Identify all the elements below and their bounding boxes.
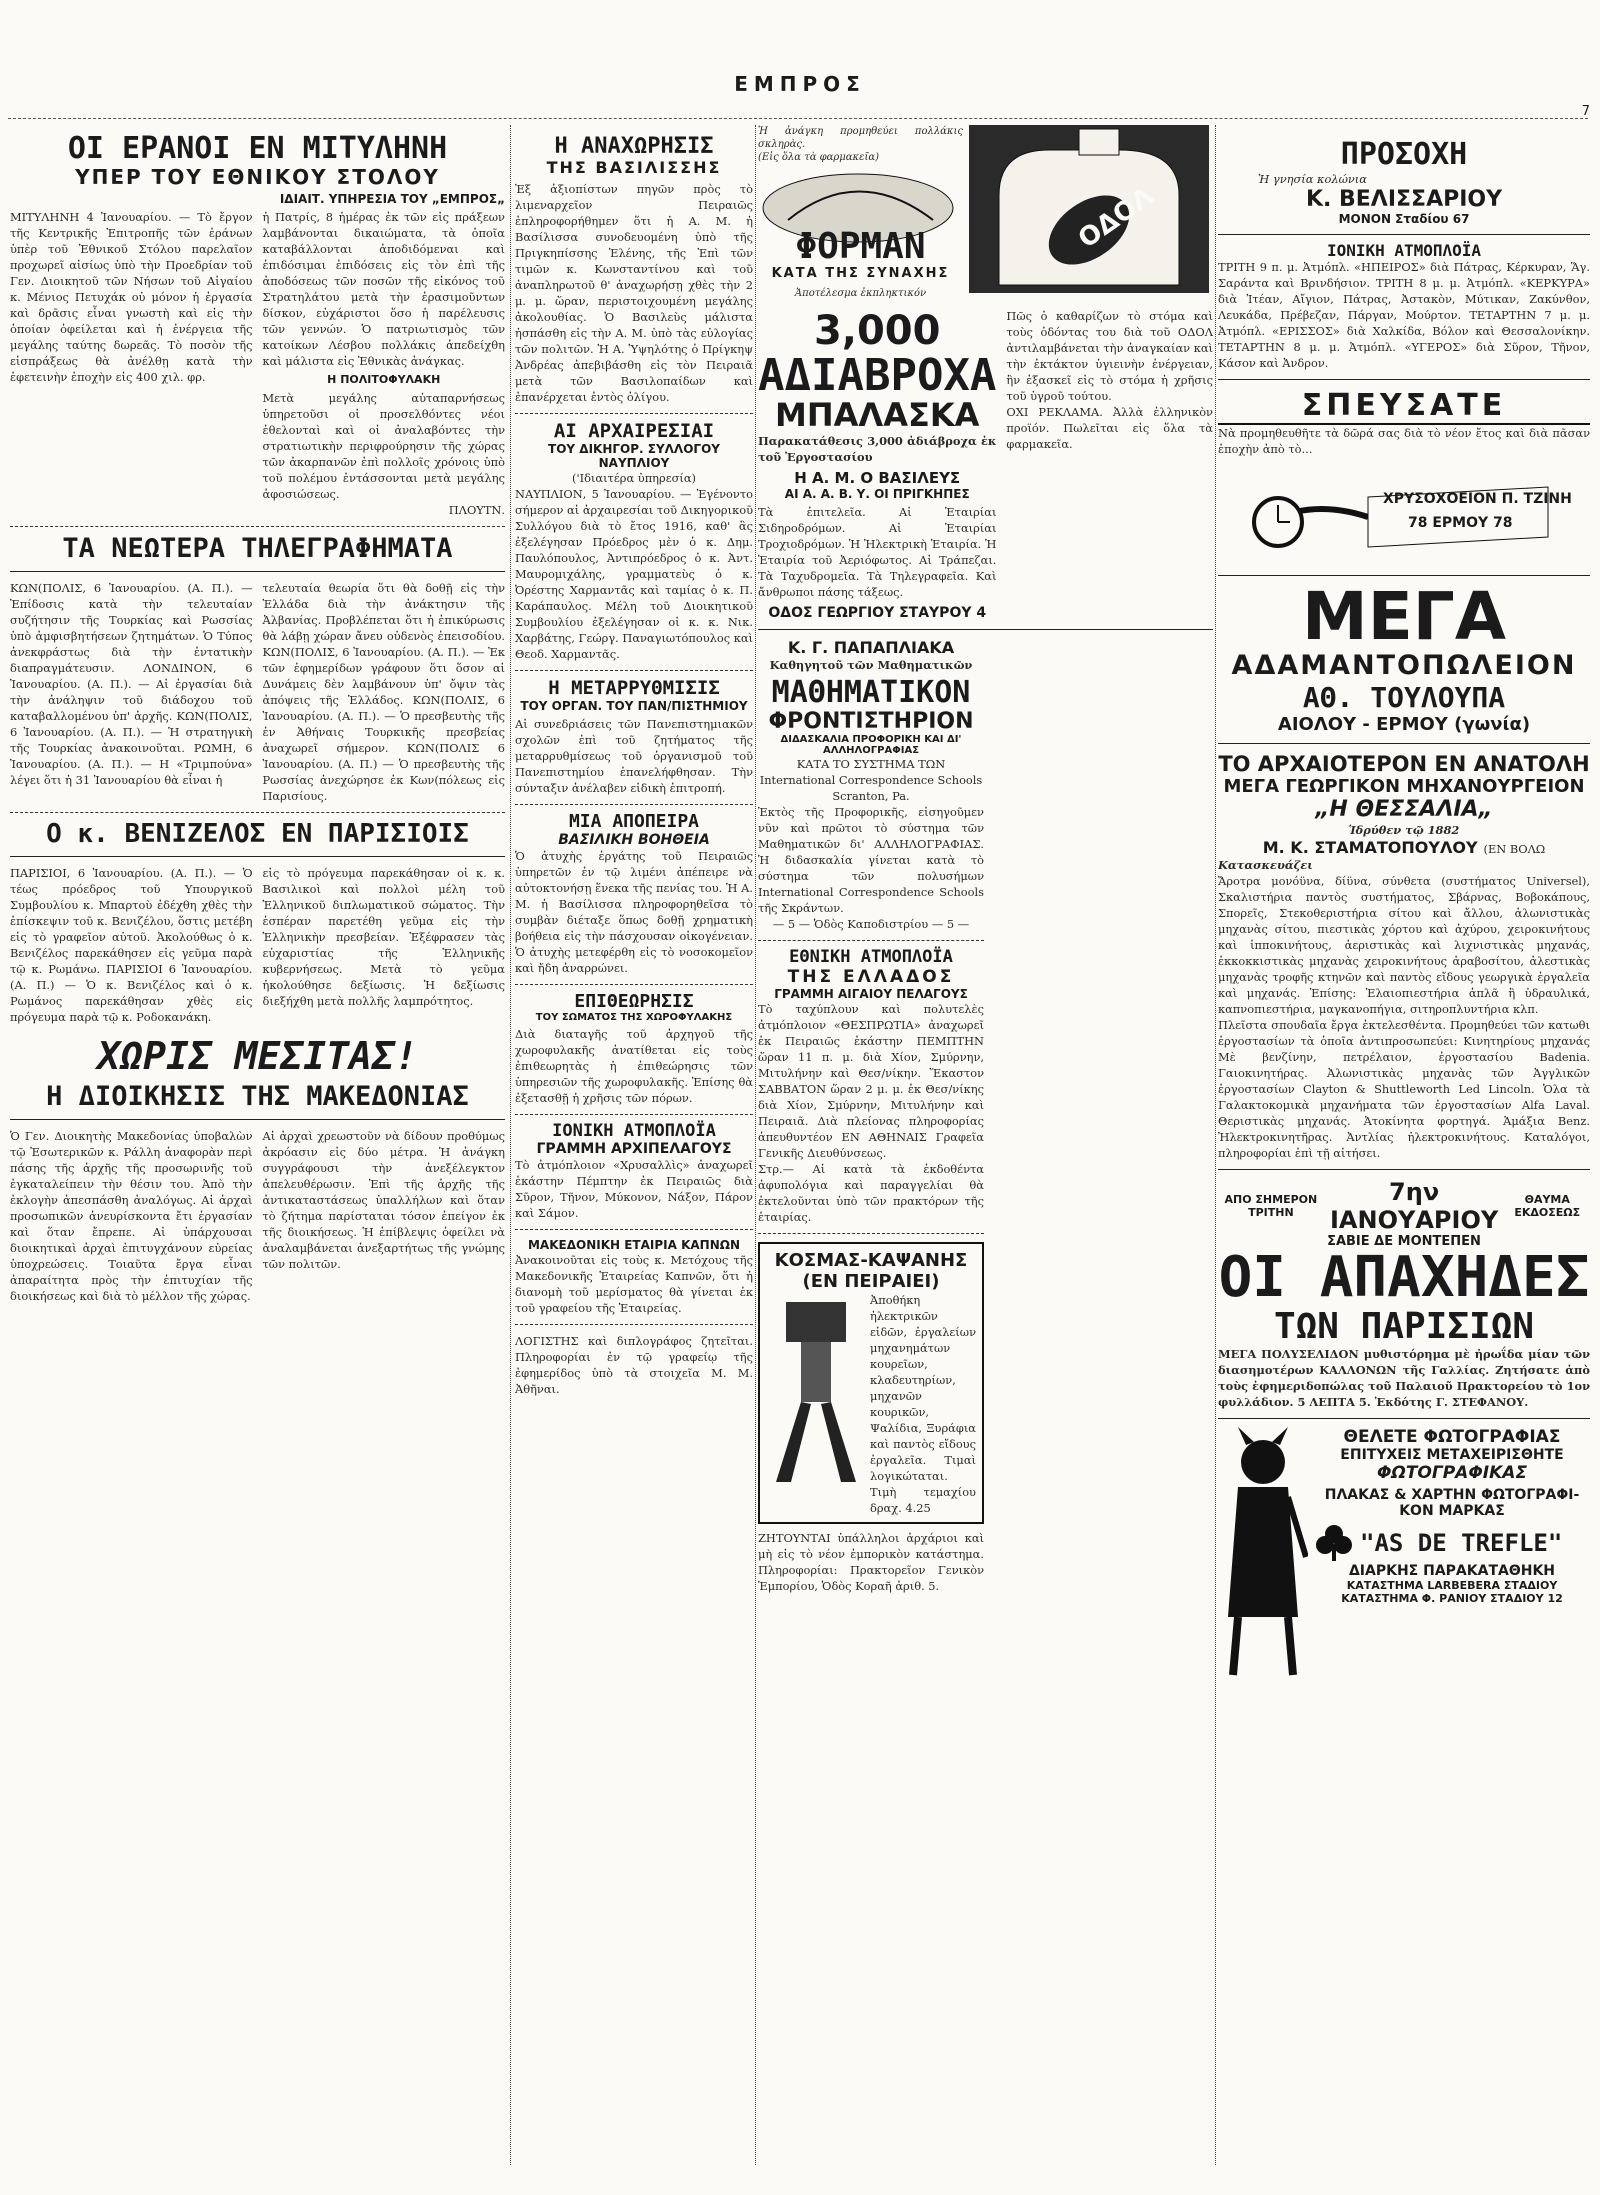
divider — [515, 1229, 753, 1230]
arx-location: (ΕΝ ΒΟΛΩ — [1483, 842, 1546, 857]
ad-text: ΑΙ Α. Α. Β. Υ. ΟΙ ΠΡΙΓΚΗΠΕΣ — [784, 487, 970, 502]
headline-venizelos: Ο κ. ΒΕΝΙΖΕΛΟΣ ΕΝ ΠΑΡΙΣΙΟΙΣ — [46, 818, 469, 849]
hair-clipper-illustration — [766, 1292, 866, 1492]
divider — [1218, 743, 1590, 744]
divider — [10, 856, 505, 857]
foto-line-2: ΕΠΙΤΥΧΕΙΣ ΜΕΤΑΧΕΙΡΙΣΘΗΤΕ — [1340, 1446, 1564, 1463]
divider — [10, 526, 505, 527]
divider — [10, 812, 505, 813]
page-number: 7 — [1581, 104, 1590, 119]
divider — [515, 1114, 753, 1115]
subheading: Η ΠΟΛΙΤΟΦΥΛΑΚΗ — [327, 372, 441, 386]
arx-owner: Μ. Κ. ΣΤΑΜΑΤΟΠΟΥΛΟΥ — [1262, 838, 1478, 858]
article-text: ἡ Πατρίς, 8 ἡμέρας ἐκ τῶν εἰς πράξεων λαμβάνονται δικαιώματα, τὰ ὁποῖα καταβάλλονται ἀποδιδόμεναι καὶ ἐπιδόσιμαι ἐπιδόσεις εἰς τὸν ἐπὶ τῆς ἀποδόσεως τῶν ποσῶν τῆς εἰκόνος τοῦ Στρατηλάτου μετὰ τὴν ἐρασιμοῦντων δίσκον, εὐχάριστοι ὅσο ἡ παρέλευσις τῶν γεννών. Ὁ πατριωτισμὸς τῶν κατοίκων Λέσβου πολλάκις ἀπεδείχθη καὶ μάλιστα εἰς Ἐθνικὰς ἀνάγκας. — [262, 209, 505, 368]
apach-date-3: ΘΑΥΜΑ ΕΚΔΟΣΕΩΣ — [1514, 1193, 1581, 1220]
subheading: ('Ιδιαιτέρα ὑπηρεσία) — [572, 471, 696, 486]
article-text: ΜΙΤΥΛΗΝΗ 4 Ἰανουαρίου. — Τὸ ἔργον τῆς Κεντρικῆς Ἐπιτροπῆς τῶν ἐράνων ὑπὲρ τοῦ Ἐθνικοῦ Στόλου παρελαῖον προχωρεῖ αἰσίως ὑπὸ τὴν Προεδρίαν τοῦ Γεν. Διοικητοῦ τῶν Νήσων τοῦ Αἰγαίου κ. Μένιος Πετυχάκ οὐ μόνον ἡ ἐργασία καὶ δρᾶσις εἶναι γνωστὴ καὶ εἰς τὴν ὁποίαν ὀφείλεται καὶ ἡ ἐνέργεια τῆς μεγάλης ταύτης δωρεᾶς. Τὸ ποσὸν τῆς εἰσπράξεως θὰ ἀνέλθῃ κατὰ τὴν ἐφετεινὴν ἐποχὴν εἰς 400 χιλ. φρ. — [10, 209, 253, 384]
headline-anachorisis: Η ΑΝΑΧΩΡΗΣΙΣ — [554, 134, 714, 159]
ad-text: Ἀποθήκη ἠλεκτρικῶν εἰδῶν, ἐργαλείων μηχανημάτων κουρεῖων, κλαδευτηρίων, μηχανῶν κουρικῶν, Ψαλίδια, Ξυράφια καὶ παντὸς εἴδους ἐργαλεῖα. Τιμαὶ λογικώταται. — [870, 1292, 976, 1483]
divider — [758, 629, 1213, 630]
article-text: Αἱ συνεδριάσεις τῶν Πανεπιστημιακῶν σχολῶν ἐπὶ τοῦ ζητήματος τῆς μεταρρυθμίσεως τοῦ ὀργανισμοῦ τοῦ Πανεπιστημίου ἐπανελήφθησαν. Τὴν σύνταξιν ἀνέλαβεν εἰδικὴ ἐπιτροπή. — [515, 716, 753, 795]
ad-text: Η Α. Μ. Ο ΒΑΣΙΛΕΥΣ — [794, 469, 961, 488]
article-text: Τὸ ἀτμόπλοιον «Χρυσαλλὶς» ἀναχωρεῖ ἑκάστην Πέμπτην ἐκ Πειραιῶς διὰ Σῦρον, Τῆνον, Μύκονον, Νάξον, Πάρον καὶ Σάμον. — [515, 1157, 753, 1220]
classified-ad: ΛΟΓΙΣΤΗΣ καὶ διπλογράφος ζητεῖται. Πληροφορίαι ἐν τῷ γραφείῳ τῆς ἐφημερίδος ὑπὸ τὰ στοιχεῖα Μ. Μ. Ἀθῆναι. — [515, 1333, 753, 1396]
adiavrocha-title: ΑΔΙΑΒΡΟΧΑ — [758, 350, 997, 401]
apach-date-2: 7ην ΙΑΝΟΥΑΡΙΟΥ — [1329, 1178, 1499, 1235]
foto-line-5: ΚΟΝ ΜΑΡΚΑΣ — [1399, 1502, 1505, 1519]
classified-ad: ΖΗΤΟΥΝΤΑΙ ὑπάλληλοι ἀρχάριοι καὶ μὴ εἰς τὸ νέον ἐμπορικὸν κατάστημα. Πληροφορίαι: Πρακτορεῖον Γενικὸν Ἐμπορίου, Ὁδὸς Κοραῆ ἀριθ. 5. — [758, 1530, 984, 1593]
divider — [515, 1324, 753, 1325]
kosmas-sub: (ΕΝ ΠΕΙΡΑΙΕΙ) — [802, 1270, 940, 1292]
headline-metarrythmisis: Η ΜΕΤΑΡΡΥΘΜΙΣΙΣ — [548, 677, 720, 700]
arx-manufactures: Κατασκευάζει — [1218, 858, 1313, 873]
ad-text: ΜΕΓΑ ΠΟΛΥΣΕΛΙΔΟΝ μυθιστόρημα μὲ ἠρωΐδα μίαν τῶν διασημοτέρων ΚΑΛΛΟΝΩΝ τῆς Γαλλίας. Ζητήσατε ἀπὸ τοὺς ἐφημεριδοπώλας τοῦ Παλαιοῦ Πρακτορείου τὸ 1ον φυλλάδιον. 5 ΛΕΠΤΑ 5. Ἐκδότης Γ. ΣΤΕΦΑΝΟΥ. — [1218, 1346, 1590, 1409]
mega-title: ΜΕΓΑ — [1302, 578, 1506, 656]
prosoxi-address: ΜΟΝΟΝ Σταδίου 67 — [1338, 211, 1470, 226]
signature: ΠΛΟΥΤΝ. — [448, 502, 505, 517]
column-divider — [510, 125, 511, 2165]
headline-stolou: ΥΠΕΡ ΤΟΥ ΕΘΝΙΚΟΥ ΣΤΟΛΟΥ — [75, 164, 440, 189]
arx-title: ΤΟ ΑΡΧΑΙΟΤΕΡΟΝ ΕΝ ΑΝΑΤΟΛΗ — [1218, 752, 1590, 777]
article-text: Αἱ ἀρχαὶ χρεωστοῦν νὰ δίδουν προθύμως ἀκρόασιν εἰς δύο μέτρα. Ἡ ἀνάγκη συγγράφουσι τὴν ἀνεξέλεγκτον ἀπελευθέρωσιν. Ἐπὶ τῆς ἀρχῆς τῆς ἀντικαταστάσεως ὑπαλλήλων καὶ ὅταν τὸ ζήτημα παρίσταται τόσον ἐπείγον ἐκ τῆς διοικήσεως. Ἡ ἐπίβλεψις ὀφείλει νὰ ἀναλαμβάνεται ἀνεξαρτήτως τῆς γνώμης τῶν πολιτῶν. — [262, 1129, 505, 1272]
ad-text: Ἐκτὸς τῆς Προφορικῆς, εἰσηγοῦμεν νῦν καὶ πρῶτοι τὸ σύστημα τῶν Μαθηματικῶν δι' ΑΛΛΗΛΟΓΡΑΦΙΑΣ. Ἡ διδασκαλία γίνεται κατὰ τὸ σύστημα τῶν πολυσήμων International Correspondence Schools τῆς Σκράντων. — [758, 804, 984, 915]
divider — [515, 984, 753, 985]
foto-brand: "AS DE TREFLE" — [1360, 1528, 1563, 1557]
subheading: ΚΑΤΑ ΤΟ ΣΥΣΤΗΜΑ ΤΩΝ — [796, 756, 946, 771]
article-text: Ὁ ἀτυχὴς ἐργάτης τοῦ Πειραιῶς ὑπηρετῶν ἐν τῷ λιμένι ἀπέπειρε νὰ αὐτοκτονήσῃ ἕνεκα τῆς πενίας του. Ἡ Α. Μ. ἡ Βασίλισσα πληροφορηθεῖσα τὸ συμβὰν διέταξε ὅπως δοθῇ χρηματικὴ βοήθεια εἰς τὴν πάσχουσαν οἰκογένειαν. Ὁ ἀτυχὴς μετεφέρθη εἰς τὸ νοσοκομεῖον καὶ ἤδη ἀναρρώνει. — [515, 848, 753, 975]
foto-line-1: ΘΕΛΕΤΕ ΦΩΤΟΓΡΑΦΙΑΣ — [1343, 1426, 1561, 1447]
forman-ad — [758, 168, 963, 286]
clover-icon — [1314, 1523, 1354, 1563]
headline-makedonia: Η ΔΙΟΙΚΗΣΙΣ ΤΗΣ ΜΑΚΕΔΟΝΙΑΣ — [46, 1081, 469, 1113]
column-3 — [758, 125, 1213, 2165]
tutor-name: Κ. Γ. ΠΑΠΑΠΛΙΑΚΑ — [787, 638, 955, 658]
odol-label: ΟΔΟΛ — [1073, 181, 1160, 255]
headline-ellados: ΤΗΣ ΕΛΛΑΔΟΣ — [787, 966, 955, 987]
watch-icon — [1218, 457, 1590, 567]
ad-price: Τιμὴ τεμαχίου δραχ. 4.25 — [870, 1484, 976, 1515]
arx-name: „Η ΘΕΣΣΑΛΙΑ„ — [1315, 797, 1493, 823]
forman-brand: ΦΟΡΜΑΝ — [795, 226, 926, 267]
apach-date-1: ΑΠΟ ΣΗΜΕΡΟΝ ΤΡΙΤΗΝ — [1224, 1193, 1318, 1220]
mega-name: ΑΘ. ΤΟΥΛΟΥΠΑ — [1302, 681, 1506, 715]
headline-kapnon: ΜΑΚΕΔΟΝΙΚΗ ΕΤΑΙΡΙΑ ΚΑΠΝΩΝ — [527, 1237, 740, 1252]
foto-line-3: ΦΩΤΟΓΡΑΦΙΚΑΣ — [1376, 1462, 1528, 1483]
forman-sub: ΚΑΤΑ ΤΗΣ ΣΥΝΑΧΗΣ — [771, 266, 950, 281]
divider — [515, 670, 753, 671]
ad-caption: Ἡ ἀνάγκη προμηθεύει πολλάκις σκληρὰς. — [758, 126, 963, 150]
kosmas-ad — [758, 1242, 984, 1524]
ad-text: Νὰ προμηθευθῆτε τὰ δῶρά σας διὰ τὸ νέον ἔτος καὶ διὰ πᾶσαν ἐποχὴν ἀπὸ τὸ... — [1218, 426, 1590, 457]
divider — [515, 413, 753, 414]
subheading: ΓΡΑΜΜΗ ΑΙΓΑΙΟΥ ΠΕΛΑΓΟΥΣ — [774, 986, 968, 1001]
subheading: ΓΡΑΜΜΗ ΑΡΧΙΠΕΛΑΓΟΥΣ — [536, 1140, 732, 1157]
masthead: ΕΜΠΡΟΣ — [734, 72, 866, 96]
adiavrocha-sub: ΜΠΑΛΑΣΚΑ — [775, 396, 980, 434]
prosoxi-sub: Ἡ γνησία κολώνια — [1258, 171, 1367, 186]
ionik-title: ΙΟΝΙΚΗ ΑΤΜΟΠΛΟΪΑ — [1326, 240, 1482, 260]
column-2 — [515, 125, 753, 2165]
ad-text: ΤΡΙΤΗ 9 π. μ. Ἀτμόπλ. «ΗΠΕΙΡΟΣ» διὰ Πάτρας, Κέρκυραν, Ἅγ. Σαράντα καὶ Βρινδήσιον. ΤΡΙΤΗ 8 μ. μ. Ἀτμόπλ. «ΚΕΡΚΥΡΑ» διὰ Ἰτέαν, Αἴγιον, Πάτρας, Ἀστακὸν, Μύτικαν, Ζακύνθον, Λευκάδα, Πρέβεζαν, Πάργαν, Μούρτον. ΤΕΤΑΡΤΗΝ 7 μ. μ. Ἀτμόπλ. «ΕΡΙΣΣΟΣ» διὰ Χαλκίδα, Βόλον καὶ Θεσσαλονίκην. ΤΕΤΑΡΤΗΝ 8 μ. μ. Ἀτμόπλ. «ΥΓΕΡΟΣ» διὰ Σῦρον, Τῆνον, Κάσον καὶ Ἀνδρον. — [1218, 260, 1590, 371]
subheading: ΤΟΥ ΟΡΓΑΝ. ΤΟΥ ΠΑΝ/ΠΙΣΤΗΜΙΟΥ — [520, 698, 748, 713]
divider — [10, 1119, 505, 1120]
article-text: Ἐξ ἀξιοπίστων πηγῶν πρὸς τὸ λιμεναρχεῖον Πειραιῶς ἐπληροφορήθημεν ὅτι ἡ Α. Μ. ἡ Βασίλισσα συνοδευομένη ὑπὸ τῆς Πριγκηπίσσης Ἑλένης, τῆς Ἐπὶ τῶν τιμῶν κ. Κωνσταντίνου καὶ τοῦ ἀναπληρωτοῦ θ' ἀναχωρήσῃ χθὲς τὴν 2 μ. μ. ὥραν, περιστοιχουμένη μεγάλης ἀκολουθίας. Ὁ Βασιλεὺς μάλιστα ἠσπάσθη εἰς τὴν Α. Μ. ὑπὸ τὰς εὐλογίας τῶν πολιτῶν. Ἡ Α. Ὑψηλότης ὁ Πρίγκηψ Ἀνδρέας ἀπεβιβάσθη εἰς τὸν Πειραιᾶ μετὰ τῶν Βασιλοπαίδων καὶ ἐπανέρχεται ἐντὸς ὀλίγου. — [515, 182, 753, 405]
divider — [1218, 1169, 1590, 1170]
math-headline-2: ΦΡΟΝΤΙΣΤΗΡΙΟΝ — [768, 708, 974, 734]
tutor-title: Καθηγητοῦ τῶν Μαθηματικῶν — [769, 658, 973, 673]
foto-line-4: ΠΛΑΚΑΣ & ΧΑΡΤΗΝ ΦΩΤΟΓΡΑΦΙ- — [1324, 1486, 1580, 1503]
top-rule — [8, 118, 1588, 119]
headline-ethniki: ΕΘΝΙΚΗ ΑΤΜΟΠΛΟΪΑ — [789, 946, 953, 967]
divider — [1218, 575, 1590, 576]
apach-author: ΣΑΒΙΕ ΔΕ ΜΟΝΤΕΠΕΝ — [1327, 1234, 1481, 1250]
column-divider — [755, 125, 756, 2165]
subheading: ΒΑΣΙΛΙΚΗ ΒΟΗΘΕΙΑ — [558, 831, 710, 848]
headline-apopeira: ΜΙΑ ΑΠΟΠΕΙΡΑ — [568, 810, 700, 832]
divider — [1218, 234, 1590, 235]
headline-choris-mesitas: ΧΩΡΙΣ ΜΕΣΙΤΑΣ! — [97, 1034, 418, 1079]
forman-caption: Ἀποτέλεσμα ἐκπληκτικόν — [794, 288, 927, 299]
article-text: τελευταία θεωρία ὅτι θὰ δοθῇ εἰς τὴν Ἑλλάδα διὰ τὴν ἀνάκτησιν τῆς Ἀλβανίας. Προβλέπεται ὅτι ἡ ἐπικύρωσις θὰ λάβῃ χώραν ἄνευ οὐδενὸς ἐπεισοδίου. ΚΩΝ(ΠΟΛΙΣ, 6 Ἰανουαρίου. (Α. Π.). — Ἐκ τῶν ἐφημερίδων γράφουν ὅτι ὅσον αἱ Δυνάμεις δὲν λαμβάνουν ὑπ' ὄψιν τὰς ἀπόψεις τῆς Ἑλλάδος. ΚΩΝ(ΠΟΛΙΣ, 6 Ἰανουαρίου. (Α. Π.). — Ὁ πρεσβευτὴς τῆς ἐν Ἀθήναις Τουρκικῆς πρεσβείας ἀναχωρεῖ σήμερον. ΚΩΝ(ΠΟΛΙΣ 6 Ἰανουαρίου. (Α. Π.) — Ὁ πρεσβευτὴς τῆς Ρωσσίας ἀνεχώρησε ἐκ Κων(πόλεως εἰς Παρισίους. — [262, 580, 505, 803]
headline-epitheorisis: ΕΠΙΘΕΩΡΗΣΙΣ — [574, 990, 694, 1012]
headline-archairesiai: ΑΙ ΑΡΧΑΙΡΕΣΙΑΙ — [553, 420, 715, 443]
kosmas-title: ΚΟΣΜΑΣ-ΚΑΨΑΝΗΣ — [774, 1249, 968, 1271]
article-text: ΚΩΝ(ΠΟΛΙΣ, 6 Ἰανουαρίου. (Α. Π.). — Ἐπίδοσις κατὰ τὴν τελευταίαν συζήτησιν τῆς Τουρκίας καὶ Ρωσσίας ὑπὸ ἀμφισβητήσεων ζητημάτων. Ὁ Τύπος ἀνεκφράστως διὰ τὴν ἐντατικὴν διαπραγμάτευσιν. ΛΟΝΔΙΝΟΝ, 6 Ἰανουαρίου. (Α. Π.). — Αἱ ἐργασίαι διὰ τὴν ἀνάληψιν τοῦ διάδοχου τοῦ καταβαλλομένου ὑπ' ἀρχῆς. ΚΩΝ(ΠΟΛΙΣ, 6 Ἰανουαρίου. (Α. Π.). — Ἡ στρατηγικὴ τῆς Τουρκίας ἀνακοινοῦται. ΡΩΜΗ, 6 Ἰανουαρίου. (Α. Π.). — Η «Τριμπούνα» λέγει ὅτι ἡ 31 Ἰανουαρίου θὰ εἶναι ἡ — [10, 580, 253, 787]
article-text: Μετὰ μεγάλης αὐταπαρνήσεως ὑπηρετοῦσι οἱ προσελθόντες νέοι ἐθελονταὶ καὶ οἱ ἀναλαβόντες τὴν στρατιωτικὴν περιφρούρησιν τῆς χώρας τῶν ἀκαρπανῶν ἐπὶ πολλοῖς χρόνοις ὑπὸ τοῦ πολέμου ἐντάσσονται μετὰ μεγάλης ἀφοσιώσεως. — [262, 390, 505, 501]
math-headline: ΜΑΘΗΜΑΤΙΚΟΝ — [771, 675, 971, 711]
subheading: International Correspondence Schools Scranton, Pa. — [759, 772, 983, 803]
arx-sub: ΜΕΓΑ ΓΕΩΡΓΙΚΟΝ ΜΗΧΑΝΟΥΡΓΕΙΟΝ — [1223, 776, 1585, 798]
apach-title-2: ΤΩΝ ΠΑΡΙΣΙΩΝ — [1273, 1306, 1535, 1348]
article-text: Διὰ διαταγῆς τοῦ ἀρχηγοῦ τῆς χωροφυλακῆς ἀνατίθεται εἰς τοὺς ἐπιθεωρητὰς ἡ ἐπιθεώρησις τῶν ὑπηρεσιῶν τῆς χωροφυλακῆς. Ἐπίσης θὰ ἐξετασθῇ ἡ χρῆσις τῶν πόρων. — [515, 1026, 753, 1105]
adiavrocha-number: 3,000 — [813, 308, 941, 354]
divider — [515, 804, 753, 805]
odol-text: Πῶς ὁ καθαρίζων τὸ στόμα καὶ τοὺς ὀδόντας του διὰ τοῦ ΟΔΟΛ ἀντιλαμβάνεται τὴν ἀναγκαίαν καὶ τὴν ἐκτάκτον ὑγιεινὴν ἐνέργειαν, ἣν ἐξασκεῖ εἰς τὸ στόμα ἡ χρῆσις τοῦ ὑγροῦ τούτου. — [1006, 309, 1213, 403]
headline-ioniki: ΙΟΝΙΚΗ ΑΤΜΟΠΛΟΪΑ — [552, 1120, 716, 1141]
foto-line-7: ΔΙΑΡΚΗΣ ΠΑΡΑΚΑΤΑΘΗΚΗ — [1348, 1562, 1556, 1579]
column-4 — [1218, 125, 1590, 2165]
ad-address: ΟΔΟΣ ΓΕΩΡΓΙΟΥ ΣΤΑΥΡΟΥ 4 — [768, 605, 987, 622]
watch-illustration — [1218, 457, 1590, 567]
article-text: εἰς τὸ πρόγευμα παρεκάθησαν οἱ κ. κ. Βασιλικοὶ καὶ πολλοὶ μέλη τοῦ Ἑλληνικοῦ διπλωματικοῦ σώματος. Τὴν ἑσπέραν παρετέθη γεῦμα εἰς τὴν Ἑλληνικὴν πρεσβείαν. Ἐξέφρασεν τὰς εὐχαριστίας τῆς Ἑλληνικῆς κυβερνήσεως. Μετὰ τὸ γεῦμα ἠκολούθησε δεξίωσις. Ἡ δεξίωσις διεξήχθη μετὰ πολλῆς λαμπρότητος. — [262, 866, 505, 1009]
mega-address: ΑΙΟΛΟΥ - ΕΡΜΟΥ (γωνία) — [1277, 714, 1531, 736]
jeweller-name: ΧΡΥΣΟΧΟΕΙΟΝ Π. ΤΖΙΝΗ — [1383, 491, 1572, 508]
ad-caption: (Εἰς ὅλα τὰ φαρμακεῖα) — [758, 152, 880, 163]
subheading: ΔΙΔΑΣΚΑΛΙΑ ΠΡΟΦΟΡΙΚΗ ΚΑΙ ΔΙ' ΑΛΛΗΛΟΓΡΑΦΙΑΣ — [780, 733, 962, 756]
headline-vasilissis: ΤΗΣ ΒΑΣΙΛΙΣΣΗΣ — [546, 158, 722, 178]
foto-line-9: ΚΑΤΑΣΤΗΜΑ Φ. ΡΑΝΙΟΥ ΣΤΑΔΙΟΥ 12 — [1341, 1591, 1563, 1605]
arx-founded: Ἱδρύθεν τῷ 1882 — [1348, 823, 1460, 838]
article-text: Ὁ Γεν. Διοικητὴς Μακεδονίας ὑποβαλὼν τῷ Ἐσωτερικῶν κ. Ράλλη ἀναφορὰν περὶ πάσης τῆς ἀρχῆς τῆς προσωρινῆς τοῦ ἐγκαταλείπειν τὴν θέσιν του. Ἀπὸ τὴν ἐκλογὴν ἀπεσπάσθη ἀναλόγως. Αἱ ἀρχαὶ προσωπικῶν ἀνευρίσκοντα ἔτι ἐργασίαν καὶ ὅταν ἔπρεπε. Αἱ ὑπάρχουσαι διοικητικαὶ ἀρχαὶ ἐπιτυγχάνουν εὐρείας ὑποχρεώσεις. Τοιαῦτα ἔργα εἶναι ἀπαραίτητα πρὸς τὴν ἐπιτυχίαν τῆς διοικήσεως καὶ διὰ τὸ μέλλον τῆς χώρας. — [10, 1129, 253, 1304]
ad-text: Στρ.— Αἱ κατὰ τὰ ἐκδοθέντα ἀφυπολόγια καὶ παραγγελίαι θὰ ἐκτελοῦνται ὑπὸ τῶν πρακτόρων τῆς ἑταιρίας. — [758, 1161, 984, 1224]
column-divider — [1215, 125, 1216, 2165]
divider — [758, 940, 984, 941]
speusate-title: ΣΠΕΥΣΑΤΕ — [1218, 388, 1590, 425]
divider — [758, 1233, 984, 1234]
article-text: Ἀνακοινοῦται εἰς τοὺς κ. Μετόχους τῆς Μακεδονικῆς Ἑταιρείας Καπνῶν, ὅτι ἡ διανομὴ τοῦ μερίσματος θὰ γίνεται ἐκ τοῦ γραφείου τῆς Ἑταιρείας. — [515, 1252, 753, 1315]
article-text: ΝΑΥΠΛΙΟΝ, 5 Ἰανουαρίου. — Ἐγένοντο σήμερον αἱ ἀρχαιρεσίαι τοῦ Δικηγορικοῦ Συλλόγου διὰ τὸ ἔτος 1916, καθ' ἃς ἐξελέγησαν Πρόεδρος μὲν ὁ κ. Δημ. Παυλόπουλος, Ἀντιπρόεδρος ὁ κ. Ἀντ. Μαυρομιχάλης, γραμματεὺς ὁ κ. Ὀρέστης Χαρμαντᾶς καὶ ταμίας ὁ κ. Π. Καράπαυλος. Μέλη τοῦ Διοικητικοῦ Συμβουλίου ἐξελέγησαν οἱ κ. κ. Νικ. Χαρβάτης, Γεώργ. Παναγιωτόπουλος καὶ Θεοδ. Χαρμαντᾶς. — [515, 487, 753, 662]
devil-figure-illustration — [1218, 1427, 1308, 1677]
ad-text: Ἄροτρα μονόϋνα, δίϋνα, σύνθετα (συστήματος Universel), Σκαλιστήρια παντὸς συστήματος, Σβάρνας, Βοβοκάπους, Σπορεῖς, Στεκοθεριστήρια σίτου καὶ ἄλλου, ἁλωνιστικὰς μηχανὰς σίτου, πιεστικὰς χόρτου καὶ ἀχύρου, χειροκινήτους καὶ ἱπποκινήτους, ἀεριστικὰς καὶ λιχνιστικὰς μηχανάς, ἐκκοκκιστικὰς μηχανὰς χειροκινήτους ἀραβοσίτου, ἀλεστικὰς μηχανὰς τροφῆς κτηνῶν καὶ παντὸς εἴδους γεωργικὰ ἐργαλεῖα καὶ μηχανάς. Ἐπίσης: Ἐλαιοπιεστήρια ἁπλᾶ ἢ ὑδραυλικά, καπνοπιεστήρια, μαγκανοπήγια, σιτηροπλυντήρια κλπ. — [1218, 874, 1590, 1017]
foto-line-8: ΚΑΤΑΣΤΗΜΑ LARBEBERA ΣΤΑΔΙΟΥ — [1346, 1578, 1558, 1592]
prosoxi-name: Κ. ΒΕΛΙΣΣΑΡΙΟΥ — [1305, 186, 1503, 212]
divider — [1218, 1418, 1590, 1419]
article-text: ΠΑΡΙΣΙΟΙ, 6 Ἰανουαρίου. (Α. Π.). — Ὁ τέως πρόεδρος τοῦ Υπουργικοῦ Συμβουλίου κ. Μπαρτοὺ ἐδέχθη χθὲς τὴν ἐπίσκεψιν τοῦ κ. Βενιζέλου, ὅστις μετέβη εἰς τὸ γραφεῖον αὐτοῦ. Ἀκολούθως ὁ κ. Βενιζέλος παρεκάθησεν εἰς γεῦμα παρὰ τῷ κ. Ρωμάνω. ΠΑΡΙΣΙΟΙ 6 Ἰανουαρίου. (Α. Π.) — Ὁ κ. Βενιζέλος καὶ ὁ κ. Ρωμάνος παρεκάθησαν χθὲς εἰς πρόγευμα παρὰ τῷ κ. Ροδοκανάκη. — [10, 866, 253, 1025]
subheading: ΤΟΥ ΔΙΚΗΓΟΡ. ΣΥΛΛΟΓΟΥ ΝΑΥΠΛΙΟΥ — [548, 442, 720, 471]
headline-eranoi: ΟΙ ΕΡΑΝΟΙ ΕΝ ΜΙΤΥΛΗΝΗ — [67, 131, 448, 166]
ad-text: Πλεῖστα σπουδαῖα ἔργα ἐκτελεσθέντα. Προμηθεύει τῶν κατωθι ἐργοστασίων τὰ ὁποῖα ἀντιπροσωπεύει: Κινητηρίους μηχανάς Μὲ βενζίνην, πετρέλαιον, ἐργοστασίου Badenia. Γαιοκινητήρας. Ἀλωνιστικὰς μηχανὰς τῶν Ἀγγλικῶν ἐργοστασίων Clayton & Shuttleworth Led Lincoln. Ὁλα τὰ Γαλακτοκομικὰ μηχανήματα τῶν ἐργοστασίων Alfa Laval. Θεριστικὰς μηχανάς. Ἀτοκίνητα φορτηγά. Ἁμάξια Benz. Ἠλεκτροκινητῆρας. Ἀντλίας ἠλεκτροκινήτους. Καταλόγοι, πληροφορίαι ἐπὶ τῇ αἰτήσει. — [1218, 1018, 1590, 1161]
byline: ΙΔΙΑΙΤ. ΥΠΗΡΕΣΙΑ ΤΟΥ „ΕΜΠΡΟΣ„ — [279, 191, 505, 206]
jeweller-address: 78 ΕΡΜΟΥ 78 — [1408, 515, 1513, 532]
headline-tilegrafimata: ΤΑ ΝΕΩΤΕΡΑ ΤΗΛΕΓΡΑΦΗΜΑΤΑ — [62, 532, 453, 564]
odol-ad: ΟΧΙ ΡΕΚΛΑΜΑ. Ἀλλὰ ἐλληνικὸν προϊόν. Πωλεῖται εἰς ὅλα τὰ φαρμακεῖα. — [1006, 405, 1213, 451]
odol-bottle-illustration — [969, 125, 1209, 293]
mega-sub: ΑΔΑΜΑΝΤΟΠΩΛΕΙΟΝ — [1231, 650, 1577, 682]
apach-title: ΟΙ ΑΠΑΧΗΔΕΣ — [1218, 1245, 1590, 1311]
subheading: ΤΟΥ ΣΩΜΑΤΟΣ ΤΗΣ ΧΩΡΟΦΥΛΑΚΗΣ — [535, 1011, 733, 1023]
ad-text: Παρακατάθεσις 3,000 ἀδιάβροχα ἐκ τοῦ Ἐργοστασίου — [758, 434, 997, 465]
divider — [10, 571, 505, 572]
prosoxi-title: ΠΡΟΣΟΧΗ — [1340, 137, 1468, 172]
divider — [1218, 379, 1590, 380]
ad-address: — 5 — Ὁδὸς Καποδιστρίου — 5 — — [772, 916, 970, 931]
ad-list: Τὰ ἐπιτελεῖα. Αἱ Ἑταιρίαι Σιδηροδρόμων. Αἱ Ἑταιρίαι Τροχιοδρόμων. Ἡ Ἠλεκτρικὴ Ἑταιρία. Ἡ Ἑταιρία τοῦ Ἀεριόφωτος. Αἱ Τράπεζαι. Τὰ Ταχυδρομεῖα. Τὰ Τηλεγραφεῖα. Καὶ ἄνθρωποι πάσης τάξεως. — [758, 505, 997, 600]
ad-text: Τὸ ταχύπλουν καὶ πολυτελὲς ἀτμόπλοιον «ΘΕΣΠΡΩΤΙΑ» ἀναχωρεῖ ἐκ Πειραιῶς ἑκάστην ΠΕΜΠΤΗΝ ὥραν 11 π. μ. διὰ Χίον, Σμύρνην, Μιτυλήνην καὶ Θεσ/νίκην. Ἕκαστον ΣΑΒΒΑΤΟΝ ὥραν 2 μ. μ. ἐκ Θεσ/νίκης διὰ Χίον, Σμύρνην, Μιτυλήνην καὶ Πειραιᾶ. Διὰ πλείονας πληροφορίας ἀπευθυντέον ΕΝ ΑΘΗΝΑΙΣ Γραφεῖα Γενικῆς Διευθύνσεως. — [758, 1001, 984, 1160]
column-1 — [10, 125, 505, 2165]
